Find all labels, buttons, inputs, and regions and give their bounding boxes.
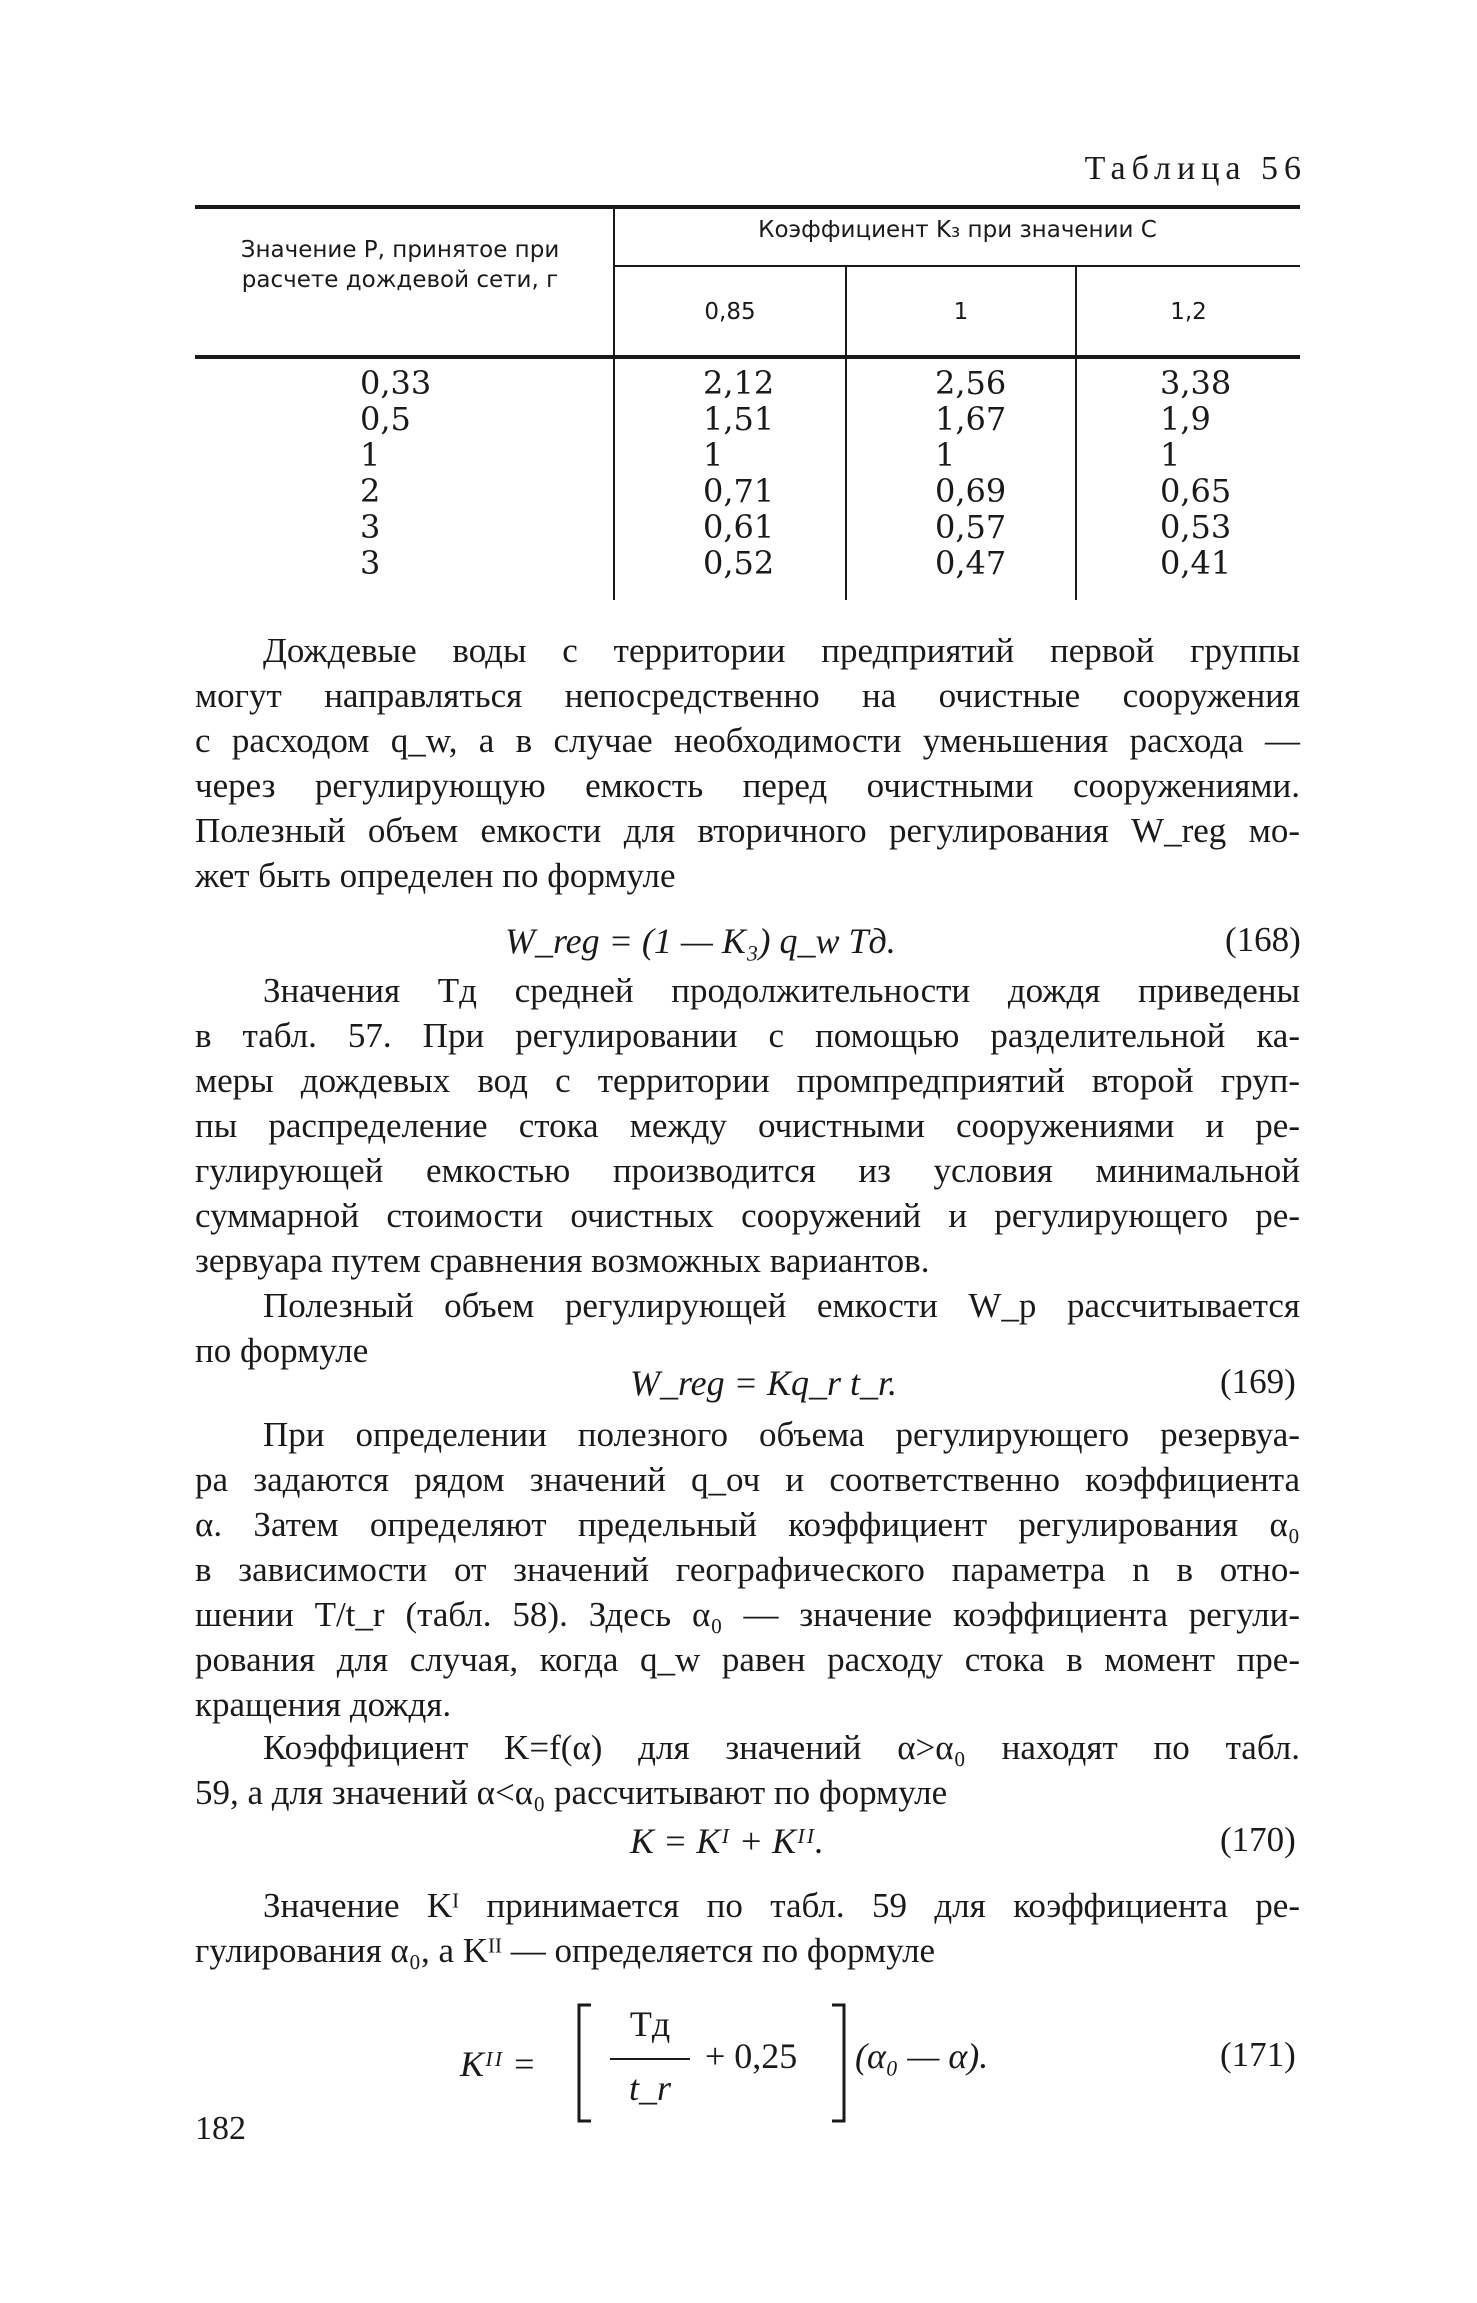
paragraph-1 bbox=[195, 628, 1300, 898]
table-cell: 0,47 bbox=[935, 544, 1007, 582]
text-line: кращения дождя. bbox=[195, 1685, 452, 1724]
row-header: Значение P, принятое при расчете дождевой сети, г bbox=[240, 237, 560, 293]
table-cell: 0,33 bbox=[360, 364, 432, 402]
left-bracket-icon bbox=[575, 2003, 595, 2123]
coefficient-table bbox=[195, 205, 1300, 605]
table-cell: 0,5 bbox=[360, 400, 411, 438]
paragraph-2 bbox=[195, 968, 1300, 1283]
table-subheader-rule bbox=[615, 265, 1300, 267]
text-line: пы распределение стока между очистными сооружениями и ре- bbox=[195, 1106, 1300, 1145]
table-top-rule bbox=[195, 205, 1300, 209]
text-line: α. Затем определяют предельный коэффициент регулирования α₀ bbox=[195, 1505, 1300, 1544]
table-cell: 0,69 bbox=[935, 472, 1007, 510]
formula-171 bbox=[460, 1995, 1110, 2135]
c-value-085: 0,85 bbox=[704, 299, 756, 325]
table-cell: 0,53 bbox=[1160, 508, 1232, 546]
text-line: зервуара путем сравнения возможных вариантов. bbox=[195, 1241, 930, 1280]
equation-number-170: (170) bbox=[1220, 1820, 1296, 1859]
table-cell: 0,41 bbox=[1160, 544, 1232, 582]
page-number: 182 bbox=[195, 2110, 246, 2147]
text-line: гулирующей емкостью производится из условия минимальной bbox=[195, 1151, 1300, 1190]
k-1-column bbox=[935, 365, 1006, 581]
table-cell: 1,9 bbox=[1160, 400, 1211, 438]
table-cell: 3 bbox=[360, 508, 381, 546]
equation-number-169: (169) bbox=[1220, 1362, 1296, 1401]
k-085-column bbox=[703, 365, 774, 581]
table-cell: 0,57 bbox=[935, 508, 1007, 546]
table-cell: 1,67 bbox=[935, 400, 1007, 438]
c-value-12: 1,2 bbox=[1170, 299, 1207, 325]
c-value-1: 1 bbox=[953, 299, 969, 325]
fraction-denominator: t_r bbox=[628, 2068, 671, 2108]
table-cell: 1 bbox=[935, 436, 956, 474]
table-cell: 1,51 bbox=[703, 400, 775, 438]
text-line: Значение Kᴵ принимается по табл. 59 для коэффициента ре- bbox=[263, 1886, 1300, 1925]
text-line: могут направляться непосредственно на очистные сооружения bbox=[195, 676, 1300, 715]
table-cell: 1 bbox=[360, 436, 381, 474]
text-line: При определении полезного объема регулирующего резервуа- bbox=[263, 1415, 1300, 1454]
col-group-header: Коэффициент K₃ при значении C bbox=[758, 217, 1157, 243]
table-cell: 3 bbox=[360, 544, 381, 582]
fraction-numerator: Tд bbox=[629, 2004, 671, 2044]
text-line: в зависимости от значений географического параметра n в отно- bbox=[195, 1550, 1300, 1589]
table-divider-1 bbox=[613, 205, 615, 600]
table-cell: 0,52 bbox=[703, 544, 775, 582]
text-line: ра задаются рядом значений q_оч и соответственно коэффициента bbox=[195, 1460, 1300, 1499]
equation-number-171: (171) bbox=[1220, 2035, 1296, 2074]
table-caption: Таблица 56 bbox=[1084, 150, 1307, 187]
formula-171-plus: + 0,25 bbox=[705, 2036, 798, 2076]
p-values-column bbox=[360, 365, 431, 581]
text-line: Полезный объем емкости для вторичного регулирования W_reg мо- bbox=[195, 811, 1300, 850]
text-line: 59, а для значений α<α₀ рассчитывают по формуле bbox=[195, 1773, 948, 1812]
paragraph-4 bbox=[195, 1412, 1300, 1727]
text-line: меры дождевых вод с территории промпредприятий второй груп- bbox=[195, 1061, 1300, 1100]
paragraph-5 bbox=[195, 1725, 1300, 1815]
paragraph-3 bbox=[195, 1283, 1300, 1373]
text-line: Полезный объем регулирующей емкости W_p рассчитывается bbox=[263, 1286, 1300, 1325]
equation-number-168: (168) bbox=[1225, 920, 1301, 959]
text-line: жет быть определен по формуле bbox=[195, 856, 676, 895]
table-cell: 2,56 bbox=[935, 364, 1007, 402]
text-line: шении T/t_r (табл. 58). Здесь α₀ — значение коэффициента регули- bbox=[195, 1595, 1300, 1634]
text-line: Дождевые воды с территории предприятий первой группы bbox=[263, 631, 1300, 670]
table-cell: 0,65 bbox=[1160, 472, 1232, 510]
table-cell: 1 bbox=[703, 436, 724, 474]
table-cell: 1 bbox=[1160, 436, 1181, 474]
formula-168: W_reg = (1 — K₃) q_w Tд. bbox=[505, 921, 896, 961]
formula-169: W_reg = Kq_r t_r. bbox=[630, 1363, 897, 1403]
text-line: через регулирующую емкость перед очистными сооружениями. bbox=[195, 766, 1300, 805]
table-cell: 0,61 bbox=[703, 508, 775, 546]
text-line: гулирования α₀, а Kᴵᴵ — определяется по формуле bbox=[195, 1931, 936, 1970]
table-header-rule bbox=[195, 355, 1300, 359]
table-cell: 2 bbox=[360, 472, 381, 510]
right-bracket-icon bbox=[828, 2003, 848, 2123]
formula-171-tail: (α₀ — α). bbox=[855, 2036, 989, 2076]
formula-171-lhs: Kᴵᴵ = bbox=[460, 2044, 537, 2084]
text-line: рования для случая, когда q_w равен расходу стока в момент пре- bbox=[195, 1640, 1300, 1679]
table-cell: 2,12 bbox=[703, 364, 775, 402]
text-line: с расходом q_w, а в случае необходимости уменьшения расхода — bbox=[195, 721, 1300, 760]
table-cell: 3,38 bbox=[1160, 364, 1232, 402]
text-line: суммарной стоимости очистных сооружений и регулирующего ре- bbox=[195, 1196, 1300, 1235]
formula-170: K = Kᴵ + Kᴵᴵ. bbox=[630, 1821, 824, 1861]
text-line: Коэффициент K=f(α) для значений α>α₀ находят по табл. bbox=[263, 1728, 1300, 1767]
text-line: Значения Tд средней продолжительности дождя приведены bbox=[263, 971, 1300, 1010]
paragraph-6 bbox=[195, 1883, 1300, 1973]
k-12-column bbox=[1160, 365, 1231, 581]
table-cell: 0,71 bbox=[703, 472, 775, 510]
fraction-bar bbox=[610, 2058, 690, 2060]
text-line: в табл. 57. При регулировании с помощью разделительной ка- bbox=[195, 1016, 1300, 1055]
text-line: по формуле bbox=[195, 1331, 369, 1370]
